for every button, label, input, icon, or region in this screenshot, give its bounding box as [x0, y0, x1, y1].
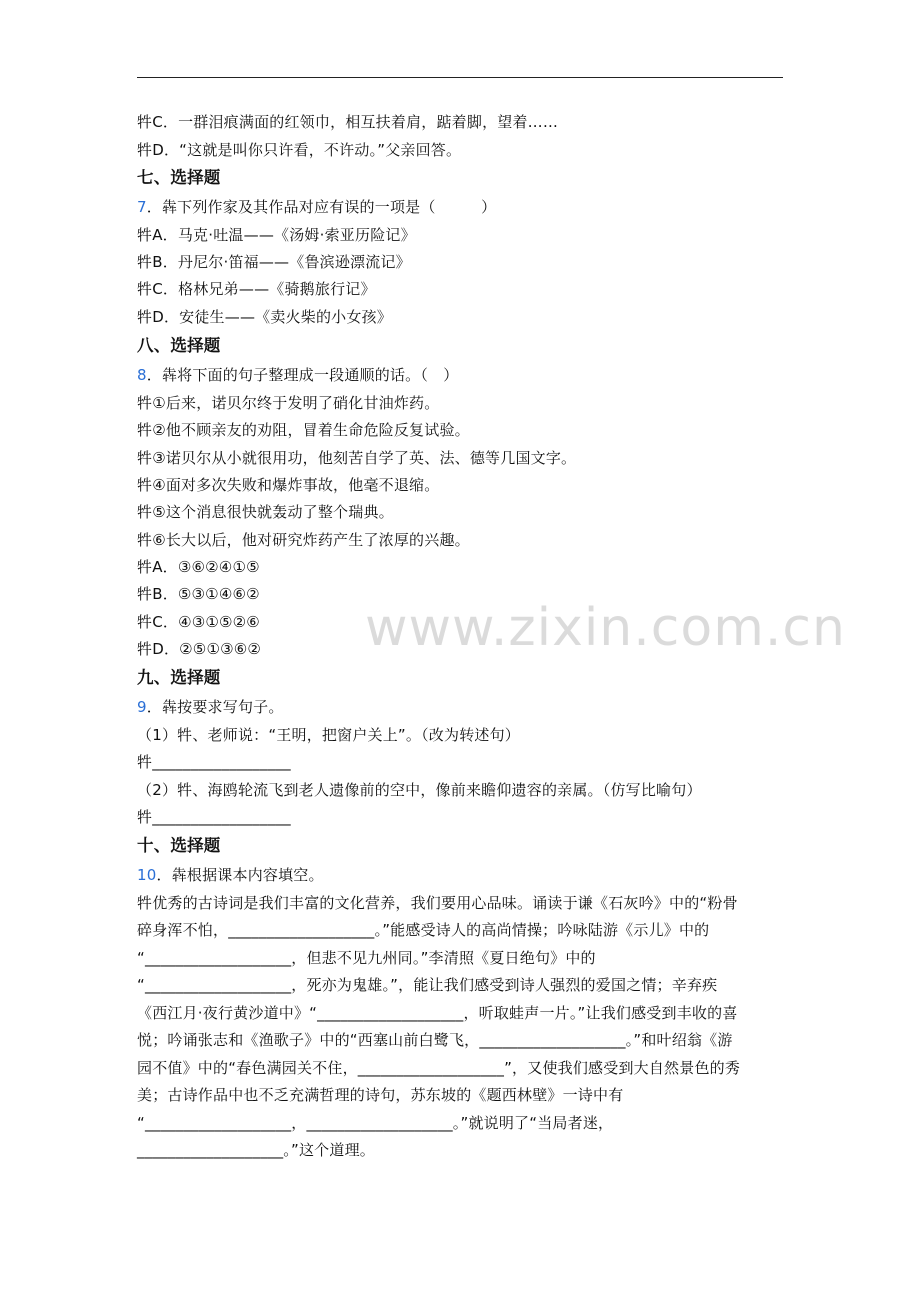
option-b-q7: 牪B．丹尼尔·笛福——《鲁滨逊漂流记》 — [137, 253, 411, 271]
option-a-q8: 牪A．③⑥②④①⑤ — [137, 558, 260, 576]
passage-line-1: 牪优秀的古诗词是我们丰富的文化营养，我们要用心品味。诵读于谦《石灰吟》中的“粉骨 — [137, 894, 738, 912]
option-d-q6: 牪D．“这就是叫你只许看，不许动。”父亲回答。 — [137, 141, 462, 159]
question-9: 9．犇按要求写句子。 — [137, 698, 284, 716]
option-c-q6: 牪C．一群泪痕满面的红领巾，相互扶着肩，踮着脚，望着…… — [137, 113, 559, 131]
question-8: 8．犇将下面的句子整理成一段通顺的话。（ ） — [137, 366, 459, 384]
option-b-q8: 牪B．⑤③①④⑥② — [137, 585, 260, 603]
option-d-q8: 牪D．②⑤①③⑥② — [137, 640, 262, 658]
question-10: 10．犇根据课本内容填空。 — [137, 866, 324, 884]
passage-line-10: ___________________。”这个道理。 — [137, 1141, 375, 1159]
passage-line-4: “___________________，死亦为鬼雄。”，能让我们感受到诗人强烈的爱国之情；辛弃疾 — [137, 976, 718, 994]
passage-line-6: 悦；吟诵张志和《渔歌子》中的“西塞山前白鹭飞，___________________。”和叶绍翁《游 — [137, 1031, 733, 1049]
header-rule — [137, 77, 783, 78]
sub-question-2: （2）牪、海鸥轮流飞到老人遗像前的空中，像前来瞻仰遗容的亲属。（仿写比喻句） — [137, 781, 702, 799]
question-number: 7 — [137, 198, 147, 216]
sentence-4: 牪④面对多次失败和爆炸事故，他毫不退缩。 — [137, 476, 440, 494]
question-number: 8 — [137, 366, 147, 384]
sentence-1: 牪①后来，诺贝尔终于发明了硝化甘油炸药。 — [137, 394, 440, 412]
section-heading-8: 八、选择题 — [137, 336, 221, 355]
passage-line-9: “___________________，___________________。”就说明了“当局者迷， — [137, 1114, 614, 1132]
option-c-q7: 牪C．格林兄弟——《骑鹅旅行记》 — [137, 280, 376, 298]
answer-blank-2: 牪__________________ — [137, 808, 291, 826]
passage-line-3: “___________________，但悲不见九州同。”李清照《夏日绝句》中的 — [137, 949, 596, 967]
sub-question-1: （1）牪、老师说：“王明，把窗户关上”。（改为转述句） — [137, 726, 520, 744]
answer-blank-1: 牪__________________ — [137, 753, 291, 771]
question-7: 7．犇下列作家及其作品对应有误的一项是（ ） — [137, 198, 497, 216]
passage-line-2: 碎身浑不怕，___________________。”能感受诗人的高尚情操；吟咏陆游《示儿》中的 — [137, 921, 710, 939]
sentence-5: 牪⑤这个消息很快就轰动了整个瑞典。 — [137, 503, 394, 521]
option-d-q7: 牪D．安徒生——《卖火柴的小女孩》 — [137, 308, 392, 326]
section-heading-10: 十、选择题 — [137, 836, 221, 855]
option-c-q8: 牪C．④③①⑤②⑥ — [137, 613, 260, 631]
watermark: www.zixin.com.cn — [365, 598, 846, 658]
question-number: 9 — [137, 698, 147, 716]
sentence-3: 牪③诺贝尔从小就很用功，他刻苦自学了英、法、德等几国文字。 — [137, 449, 577, 467]
passage-line-7: 园不值》中的“春色满园关不住，___________________”，又使我们感受到大自然景色的秀 — [137, 1059, 741, 1077]
option-a-q7: 牪A．马克·吐温——《汤姆·索亚历险记》 — [137, 226, 416, 244]
sentence-2: 牪②他不顾亲友的劝阻，冒着生命危险反复试验。 — [137, 421, 470, 439]
question-number: 10 — [137, 866, 157, 884]
passage-line-5: 《西江月·夜行黄沙道中》“___________________，听取蛙声一片。”让我们感受到丰收的喜 — [137, 1004, 738, 1022]
sentence-6: 牪⑥长大以后，他对研究炸药产生了浓厚的兴趣。 — [137, 531, 470, 549]
section-heading-9: 九、选择题 — [137, 668, 221, 687]
section-heading-7: 七、选择题 — [137, 168, 221, 187]
passage-line-8: 美；古诗作品中也不乏充满哲理的诗句，苏东坡的《题西林壁》一诗中有 — [137, 1086, 624, 1104]
